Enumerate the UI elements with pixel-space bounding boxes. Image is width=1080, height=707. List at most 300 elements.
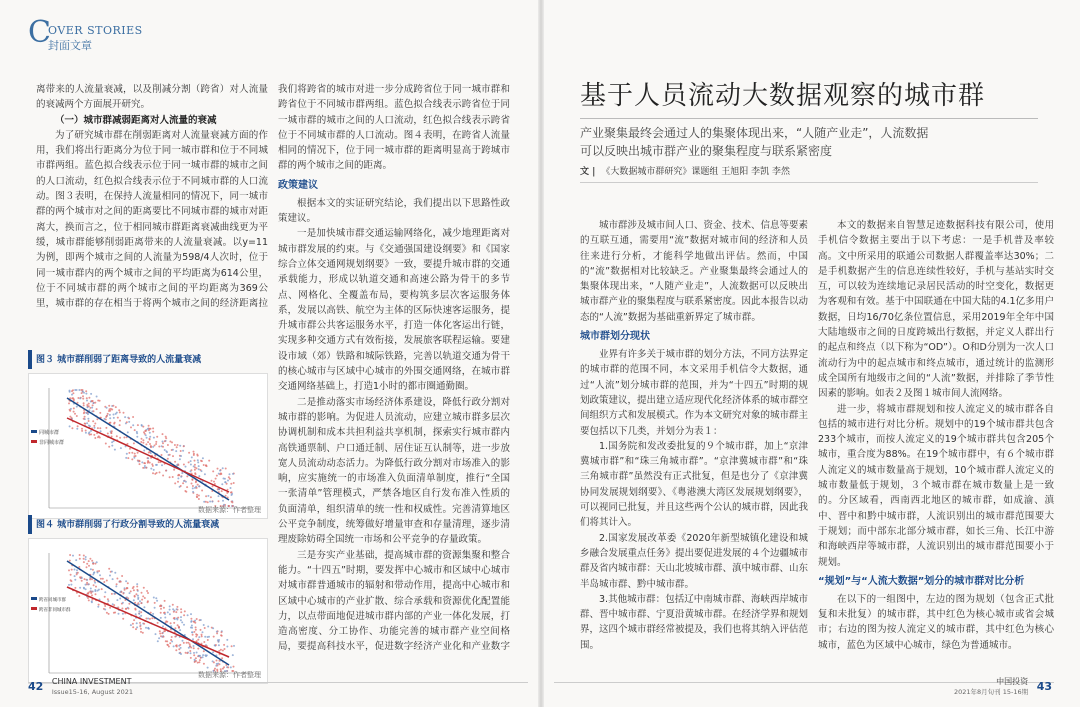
- scatter-point: [99, 427, 101, 429]
- scatter-point: [192, 479, 194, 481]
- scatter-point: [190, 652, 192, 654]
- scatter-point: [71, 427, 73, 429]
- scatter-point: [111, 441, 113, 443]
- scatter-point: [95, 593, 97, 595]
- scatter-point: [202, 654, 204, 656]
- scatter-point: [159, 633, 161, 635]
- scatter-point: [104, 609, 106, 611]
- scatter-point: [113, 417, 115, 419]
- scatter-point: [183, 642, 185, 644]
- scatter-point: [198, 465, 200, 467]
- scatter-point: [94, 427, 96, 429]
- scatter-point: [196, 494, 198, 496]
- scatter-point: [122, 602, 124, 604]
- scatter-point: [200, 657, 202, 659]
- scatter-point: [111, 436, 113, 438]
- magazine-name: CHINA INVESTMENT: [51, 677, 132, 686]
- scatter-point: [142, 632, 144, 634]
- scatter-point: [70, 584, 72, 586]
- right-column-2: [818, 218, 1054, 650]
- scatter-point: [143, 431, 145, 433]
- paragraph: 本文的数据来自智慧足迹数据科技有限公司，使用手机信令数据主要出于以下考虑：一是手机普及率较高。文中所采用的联通公司数据人群覆盖率达30%；二是手机数据产生的信息连续性较好，手机与基站实时交互，可以较为连续地记录居民活动的时空变化，数据更为客观和有效。基于中国联通在中国大陆的4.1亿多用户数据，日均16/70亿条位置信息，采用2019年全年中国大陆地级市之间的日度跨城出行数据，并定义人群出行的起点和终点（以下称为“OD”）。O和D分别为一次人口流动行为中的起点城市和终点城市，通过统计的监测形成全国所有地级市之间的“人流”数据，并排除了季节性因素的影响。如表２及图１城市间人流网络。: [818, 220, 1054, 400]
- scatter-point: [186, 475, 188, 477]
- scatter-point: [125, 608, 127, 610]
- scatter-point: [104, 605, 106, 607]
- scatter-point: [174, 627, 176, 629]
- scatter-point: [229, 473, 231, 475]
- scatter-point: [200, 619, 202, 621]
- magazine-name: 中国投资: [996, 677, 1029, 686]
- scatter-point: [195, 626, 197, 628]
- fit-line-same: [67, 398, 229, 500]
- scatter-point: [166, 451, 168, 453]
- scatter-point: [207, 667, 209, 669]
- scatter-point: [183, 464, 185, 466]
- scatter-point: [134, 453, 136, 455]
- scatter-point: [134, 596, 136, 598]
- scatter-point: [114, 449, 116, 451]
- scatter-point: [172, 476, 174, 478]
- scatter-point: [216, 631, 218, 633]
- scatter-point: [85, 584, 87, 586]
- scatter-point: [88, 397, 90, 399]
- scatter-point: [198, 636, 200, 638]
- scatter-point: [230, 487, 232, 489]
- scatter-point: [132, 587, 134, 589]
- scatter-point: [134, 608, 136, 610]
- scatter-point: [120, 447, 122, 449]
- scatter-point: [203, 650, 205, 652]
- scatter-point: [210, 496, 212, 498]
- scatter-point: [172, 455, 174, 457]
- scatter-point: [104, 591, 106, 593]
- scatter-point: [173, 645, 175, 647]
- scatter-point: [122, 593, 124, 595]
- paragraph: 三是夯实产业基础，提高城市群的资源集聚和整合能力。“十四五”时期，要发挥中心城市和区域中心城市对城市群普通城市的辐射和带动作用，提高中心城市和区域中心城市的产业扩散、综合承载和资源优化配置能力，以点带面地促进城市群内部的产业一体化发展，打造高密度、分工协作、功能完善的城市群产业空间格局，要提高科技水平，促进数字经济产业化和产业数字: [278, 549, 510, 652]
- scatter-point: [101, 588, 103, 590]
- scatter-point: [85, 430, 87, 432]
- scatter-point: [125, 457, 127, 459]
- scatter-point: [77, 572, 79, 574]
- scatter-point: [192, 487, 194, 489]
- scatter-point: [135, 455, 137, 457]
- scatter-point: [190, 657, 192, 659]
- scatter-point: [83, 558, 85, 560]
- scatter-points: [68, 389, 235, 507]
- scatter-point: [86, 566, 88, 568]
- paragraph: 我们将跨省的城市对进一步分成跨省位于同一城市群和跨省位于不同城市群两组。蓝色拟合线表示跨省位于同一城市群的城市之间的人口流动，红色拟合线表示跨省位于不同城市群的人口流动。图４表明，在跨省人流量相同的情况下，位于同一城市群的距离明显高于跨城市群的两个城市之间的距离。: [278, 84, 510, 172]
- scatter-point: [126, 588, 128, 590]
- scatter-point: [112, 405, 114, 407]
- scatter-point: [172, 604, 174, 606]
- scatter-point: [88, 565, 90, 567]
- scatter-point: [188, 452, 190, 454]
- scatter-point: [84, 416, 86, 418]
- scatter-point: [105, 416, 107, 418]
- scatter-point: [152, 431, 154, 433]
- scatter-point: [137, 452, 139, 454]
- scatter-point: [136, 589, 138, 591]
- scatter-point: [86, 582, 88, 584]
- scatter-point: [193, 454, 195, 456]
- scatter-point: [106, 407, 108, 409]
- scatter-point: [161, 454, 163, 456]
- scatter-point: [218, 644, 220, 646]
- scatter-point: [179, 629, 181, 631]
- scatter-point: [121, 608, 123, 610]
- subheading: （一）城市群减弱距离对人流量的衰减: [55, 114, 217, 126]
- scatter-point: [185, 481, 187, 483]
- scatter-point: [218, 495, 220, 497]
- scatter-point: [170, 622, 172, 624]
- scatter-point: [167, 611, 169, 613]
- scatter-point: [186, 486, 188, 488]
- scatter-point: [208, 636, 210, 638]
- scatter-point: [189, 650, 191, 652]
- scatter-point: [188, 642, 190, 644]
- scatter-point: [147, 428, 149, 430]
- scatter-point: [95, 586, 97, 588]
- scatter-point: [92, 563, 94, 565]
- scatter-point: [92, 420, 94, 422]
- scatter-point: [174, 482, 176, 484]
- scatter-point: [223, 644, 225, 646]
- scatter-point: [202, 457, 204, 459]
- scatter-point: [216, 475, 218, 477]
- scatter-point: [115, 585, 117, 587]
- scatter-point: [155, 441, 157, 443]
- scatter-point: [133, 442, 135, 444]
- scatter-point: [163, 612, 165, 614]
- scatter-point: [174, 636, 176, 638]
- scatter-point: [117, 417, 119, 419]
- fit-line-diff: [67, 587, 229, 657]
- scatter-point: [154, 607, 156, 609]
- scatter-point: [119, 420, 121, 422]
- scatter-point: [194, 464, 196, 466]
- scatter-point: [123, 412, 125, 414]
- scatter-point: [180, 611, 182, 613]
- scatter-point: [126, 453, 128, 455]
- scatter-point: [141, 599, 143, 601]
- scatter-point: [165, 437, 167, 439]
- scatter-point: [136, 586, 138, 588]
- scatter-point: [144, 462, 146, 464]
- figure-source: 数据来源：作者整理: [198, 506, 261, 514]
- scatter-point: [99, 400, 101, 402]
- scatter-point: [109, 410, 111, 412]
- scatter-point: [72, 389, 74, 391]
- scatter-point: [184, 610, 186, 612]
- scatter-point: [174, 444, 176, 446]
- scatter-point: [88, 420, 90, 422]
- scatter-point: [136, 626, 138, 628]
- scatter-point: [74, 569, 76, 571]
- scatter-point: [149, 439, 151, 441]
- scatter-point: [90, 588, 92, 590]
- section-heading: 政策建议: [278, 179, 318, 191]
- scatter-point: [169, 454, 171, 456]
- scatter-point: [230, 666, 232, 668]
- scatter-point: [90, 430, 92, 432]
- scatter-point: [185, 466, 187, 468]
- scatter-point: [87, 406, 89, 408]
- scatter-point: [103, 581, 105, 583]
- fit-line-same: [67, 561, 229, 665]
- scatter-point: [70, 408, 72, 410]
- scatter-point: [171, 636, 173, 638]
- scatter-point: [201, 634, 203, 636]
- scatter-point: [180, 476, 182, 478]
- scatter-point: [180, 608, 182, 610]
- scatter-point: [169, 609, 171, 611]
- scatter-point: [172, 449, 174, 451]
- scatter-point: [133, 599, 135, 601]
- scatter-point: [133, 589, 135, 591]
- scatter-point: [113, 414, 115, 416]
- scatter-point: [177, 617, 179, 619]
- scatter-point: [150, 468, 152, 470]
- scatter-point: [143, 450, 145, 452]
- scatter-point: [213, 636, 215, 638]
- scatter-point: [180, 653, 182, 655]
- scatter-point: [146, 437, 148, 439]
- scatter-point: [216, 632, 218, 634]
- scatter-point: [69, 391, 71, 393]
- scatter-point: [177, 481, 179, 483]
- scatter-point: [222, 650, 224, 652]
- scatter-point: [225, 468, 227, 470]
- scatter-point: [156, 436, 158, 438]
- scatter-point: [121, 591, 123, 593]
- scatter-point: [221, 657, 223, 659]
- scatter-point: [132, 623, 134, 625]
- scatter-point: [83, 404, 85, 406]
- scatter-point: [153, 597, 155, 599]
- scatter-point: [100, 430, 102, 432]
- scatter-point: [85, 432, 87, 434]
- scatter-point: [192, 638, 194, 640]
- scatter-point: [158, 446, 160, 448]
- brand-en: OVER STORIES: [48, 24, 143, 37]
- scatter-point: [220, 634, 222, 636]
- scatter-point: [114, 612, 116, 614]
- scatter-point: [176, 608, 178, 610]
- scatter-point: [130, 624, 132, 626]
- scatter-point: [206, 465, 208, 467]
- scatter-point: [94, 437, 96, 439]
- brand-letter: C: [28, 15, 51, 50]
- scatter-point: [90, 393, 92, 395]
- scatter-point: [143, 623, 145, 625]
- scatter-point: [227, 480, 229, 482]
- scatter-point: [135, 613, 137, 615]
- scatter-point: [79, 558, 81, 560]
- scatter-point: [212, 651, 214, 653]
- scatter-point: [160, 612, 162, 614]
- scatter-point: [193, 465, 195, 467]
- scatter-point: [132, 424, 134, 426]
- scatter-point: [152, 472, 154, 474]
- scatter-point: [76, 428, 78, 430]
- scatter-point: [142, 442, 144, 444]
- scatter-point: [119, 598, 121, 600]
- scatter-point: [169, 613, 171, 615]
- scatter-point: [70, 574, 72, 576]
- scatter-point: [205, 495, 207, 497]
- scatter-point: [155, 443, 157, 445]
- scatter-point: [140, 615, 142, 617]
- scatter-point: [202, 656, 204, 658]
- scatter-point: [178, 648, 180, 650]
- lead-line: 产业聚集最终会通过人的集聚体现出来，“人随产业走”，人流数据: [580, 126, 929, 140]
- scatter-point: [131, 452, 133, 454]
- scatter-point: [191, 620, 193, 622]
- scatter-point: [132, 416, 134, 418]
- scatter-point: [211, 480, 213, 482]
- scatter-point: [136, 432, 138, 434]
- scatter-point: [98, 604, 100, 606]
- scatter-point: [231, 494, 233, 496]
- scatter-point: [136, 436, 138, 438]
- scatter-point: [138, 604, 140, 606]
- scatter-point: [207, 639, 209, 641]
- paragraph: 为了研究城市群在削弱距离对人流量衰减方面的作用，我们将出行距离分为位于同一城市群和位于不同城市群两组。蓝色拟合线表示位于同一城市群的城市之间的人口流动，红色拟合线表示位于不同城市群的人口流动。图３表明，在保持人流量相同的情况下，同一城市群的两个城市对之间的距离要比不同城市群的城市对距离大，换而言之，位于相同城市群距离衰减曲线更为平缓，城市群能够削弱距离带来的人流量衰减。以y=11为例，即两个城市之间的人流量为598/4人次时，位于同一城市群内的两个城市之间的平均距离为614公里，位于不同城市群的两个城市之间的平均距离为369公里，城市群的存在相当于将两个城市之间的经济距离拉: [36, 129, 268, 310]
- scatter-point: [175, 645, 177, 647]
- scatter-point: [221, 490, 223, 492]
- scatter-point: [142, 439, 144, 441]
- scatter-point: [203, 641, 205, 643]
- scatter-points: [68, 554, 235, 672]
- scatter-point: [149, 432, 151, 434]
- scatter-point: [188, 461, 190, 463]
- scatter-point: [162, 475, 164, 477]
- scatter-point: [167, 444, 169, 446]
- scatter-point: [137, 598, 139, 600]
- scatter-point: [156, 600, 158, 602]
- footer-right: [954, 677, 1052, 697]
- scatter-point: [108, 613, 110, 615]
- scatter-point: [145, 618, 147, 620]
- scatter-point: [81, 577, 83, 579]
- scatter-point: [132, 626, 134, 628]
- scatter-point: [108, 446, 110, 448]
- scatter-point: [142, 467, 144, 469]
- scatter-point: [154, 445, 156, 447]
- scatter-point: [89, 434, 91, 436]
- figure-4: [28, 515, 268, 684]
- scatter-point: [90, 568, 92, 570]
- scatter-point: [71, 394, 73, 396]
- scatter-point: [179, 458, 181, 460]
- scatter-point: [192, 485, 194, 487]
- scatter-point: [129, 448, 131, 450]
- scatter-point: [163, 630, 165, 632]
- scatter-point: [215, 478, 217, 480]
- scatter-point: [173, 469, 175, 471]
- scatter-point: [116, 435, 118, 437]
- scatter-point: [220, 473, 222, 475]
- scatter-point: [124, 416, 126, 418]
- scatter-point: [227, 666, 229, 668]
- scatter-point: [88, 560, 90, 562]
- scatter-point: [75, 559, 77, 561]
- scatter-point: [180, 450, 182, 452]
- scatter-point: [231, 501, 233, 503]
- scatter-point: [193, 451, 195, 453]
- scatter-point: [180, 485, 182, 487]
- scatter-point: [86, 422, 88, 424]
- paragraph: 根据本文的实证研究结论，我们提出以下思路性政策建议。: [278, 197, 510, 225]
- scatter-point: [169, 642, 171, 644]
- scatter-point: [173, 622, 175, 624]
- scatter-point: [196, 640, 198, 642]
- scatter-point: [198, 485, 200, 487]
- scatter-point: [218, 650, 220, 652]
- scatter-point: [195, 629, 197, 631]
- paragraph: 二是推动落实市场经济体系建设，降低行政分割对城市群的影响。为促进人员流动，应建立城市群多层次协调机制和成本共担利益共享机制，探索实行城市群内高铁通票制、户口通迁制、居住证互认制等，进一步放宽人员流动动态活力。为降低行政分割对市场准入的影响，应实施统一的市场准入负面清单制度，推行“全国一张清单”管理模式，严禁各地区自行发布准入性质的负面清单，组织清单的统一性和权威性。完善清算地区公平竞争制度，统筹做好增量审查和存量清理，逐步清理废除妨碍全国统一市场和公平竞争的存量政策。: [278, 396, 510, 546]
- scatter-point: [183, 614, 185, 616]
- scatter-point: [147, 457, 149, 459]
- scatter-point: [94, 582, 96, 584]
- scatter-point: [178, 474, 180, 476]
- scatter-point: [196, 496, 198, 498]
- scatter-point: [193, 654, 195, 656]
- scatter-point: [157, 640, 159, 642]
- scatter-point: [198, 655, 200, 657]
- scatter-point: [108, 405, 110, 407]
- scatter-point: [160, 608, 162, 610]
- scatter-point: [140, 602, 142, 604]
- scatter-point: [207, 495, 209, 497]
- scatter-point: [77, 397, 79, 399]
- scatter-point: [155, 633, 157, 635]
- scatter-point: [93, 584, 95, 586]
- scatter-point: [152, 427, 154, 429]
- scatter-point: [204, 473, 206, 475]
- scatter-point: [128, 603, 130, 605]
- scatter-point: [88, 599, 90, 601]
- scatter-point: [194, 661, 196, 663]
- scatter-point: [208, 460, 210, 462]
- scatter-point: [176, 606, 178, 608]
- scatter-point: [198, 661, 200, 663]
- scatter-point: [79, 397, 81, 399]
- scatter-point: [207, 626, 209, 628]
- scatter-point: [142, 595, 144, 597]
- paragraph: 离带来的人流量衰减，以及削减分割（跨省）对人流量的衰减两个方面展开研究。: [36, 84, 268, 111]
- scatter-point: [100, 578, 102, 580]
- scatter-point: [123, 437, 125, 439]
- scatter-point: [183, 624, 185, 626]
- scatter-point: [91, 407, 93, 409]
- scatter-point: [78, 595, 80, 597]
- scatter-point: [81, 430, 83, 432]
- scatter-point: [141, 461, 143, 463]
- scatter-point: [74, 413, 76, 415]
- scatter-point: [107, 600, 109, 602]
- scatter-point: [81, 392, 83, 394]
- scatter-point: [193, 645, 195, 647]
- issue-info: Issue15-16, August 2021: [51, 688, 134, 696]
- scatter-point: [115, 406, 117, 408]
- scatter-point: [145, 443, 147, 445]
- scatter-point: [211, 501, 213, 503]
- scatter-point: [72, 555, 74, 557]
- scatter-point: [218, 488, 220, 490]
- legend-swatch: [31, 430, 37, 433]
- scatter-point: [186, 642, 188, 644]
